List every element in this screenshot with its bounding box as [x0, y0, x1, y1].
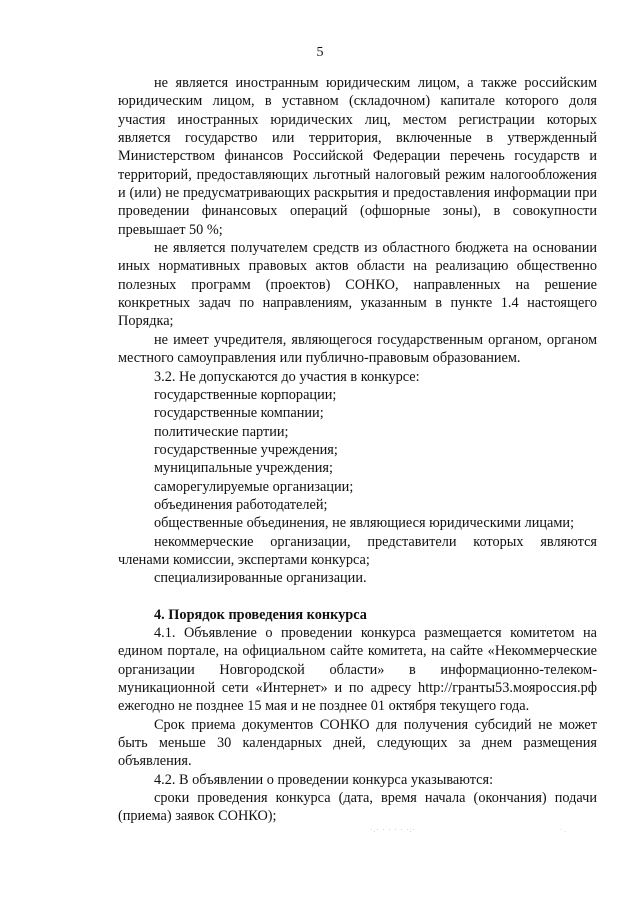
list-item: объединения работодателей; — [154, 496, 328, 513]
list-item: муниципальные учреждения; — [154, 460, 333, 477]
list-item: государственные учреждения; — [154, 441, 338, 458]
paragraph-3-2-excluded: 3.2. Не допускаются до участия в конкурсе: — [154, 368, 420, 385]
list-item: государственные компании; — [154, 405, 324, 422]
list-item: государственные корпорации; — [154, 386, 337, 403]
paragraph-not-budget-recipient: не является получателем средств из областного бюджета на основании иных нормативных правовых актов области на реализацию общественно полезных программ (проектов) СОНКО, направленных на решение конкретных задач по направлениям, указанным в пункте 1.4 настоящего Порядка; — [118, 240, 597, 330]
paragraph-not-foreign-entity: не является иностранным юридическим лицом, а также российским юридическим лицом, в уставном (складочном) капитале которого доля участия иностранных юридических лиц, местом регистрации которых является государство или территория, включенные в утвержденный Министерством финансов Российской Федерации перечень государств и территорий, предоставляющих льготный налоговый режим налогообложения и (или) не предусматривающих раскрытия и предоставления информации при проведении финансовых операций (офшорные зоны), в совокупности превышает 50 %; — [118, 75, 597, 238]
section-spacer — [118, 588, 597, 606]
paragraph-4-1: 4.1. Объявление о проведении конкурса размещается комитетом на едином портале, на официальном сайте комитета, на сайте «Некоммерческие организации Новгородской области» в информационно-телеком-муникационной сети «Интернет» и по адресу http://гранты53.мояроссия.рф ежегодно не позднее 15 мая и не позднее 01 октября текущего года. — [118, 624, 597, 715]
paragraph-contest-dates: сроки проведения конкурса (дата, время начала (окончания) подачи (приема) заявок СОНКО); — [118, 790, 597, 825]
list-item: некоммерческие организации, представители которых являются членами комиссии, экспертами конкурса; — [118, 533, 597, 568]
section-heading: 4. Порядок проведения конкурса — [154, 606, 367, 623]
document-body — [118, 74, 597, 826]
page-number: 5 — [316, 45, 324, 60]
paragraph-no-state-founder: не имеет учредителя, являющегося государственным органом, органом местного самоуправления или публично-правовым образованием. — [118, 331, 597, 367]
paragraph-4-2: 4.2. В объявлении о проведении конкурса указываются: — [154, 771, 494, 788]
list-item: саморегулируемые организации; — [154, 478, 354, 495]
paragraph-submission-term: Срок приема документов СОНКО для получения субсидий не может быть меньше 30 календарных дней, следующих за днем размещения объявления. — [118, 716, 597, 770]
scan-artifact: ·.· · · · · ·:· — [370, 826, 417, 834]
scan-artifact: · . — [560, 826, 566, 834]
list-item: общественные объединения, не являющиеся юридическими лицами; — [154, 515, 575, 532]
list-item: политические партии; — [154, 423, 289, 440]
list-item: специализированные организации. — [154, 570, 367, 587]
